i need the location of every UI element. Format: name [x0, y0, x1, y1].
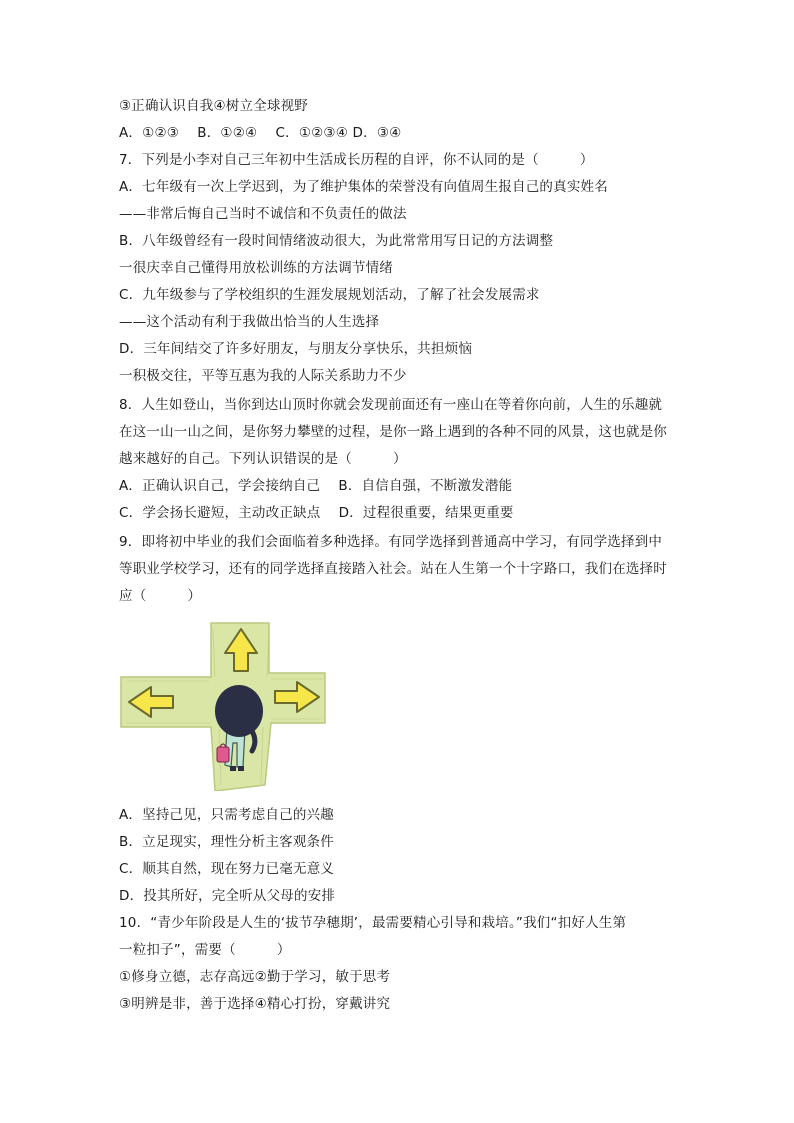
q10-stem-line-2: 一粒扣子”，需要（ ）: [119, 942, 291, 958]
q9-option-a: A．坚持己见，只需考虑自己的兴趣: [119, 807, 334, 823]
q9-option-b: B．立足现实，理性分析主客观条件: [119, 834, 334, 850]
student-right-shoe: [238, 766, 244, 771]
student-head-hair: [215, 685, 263, 737]
q7-option-c: C．九年级参与了学校组织的生涯发展规划活动，了解了社会发展需求: [119, 287, 540, 303]
q7-option-a-note: ——非常后悔自己当时不诚信和不负责任的做法: [119, 206, 407, 222]
q7-option-b: B．八年级曾经有一段时间情绪波动很大，为此常常用写日记的方法调整: [119, 233, 554, 249]
q8-options-ab: A．正确认识自己，学会接纳自己 B．自信自强，不断激发潜能: [119, 478, 513, 494]
q7-option-a: A．七年级有一次上学迟到，为了维护集体的荣誉没有向值周生报自己的真实姓名: [119, 179, 608, 195]
q6-options: A．①②③ B．①②④ C．①②③④ D．③④: [119, 125, 402, 141]
q7-option-d-note: 一积极交往，平等互惠为我的人际关系助力不少: [119, 368, 407, 384]
q7-stem: 7．下列是小李对自己三年初中生活成长历程的自评，你不认同的是（ ）: [119, 152, 594, 168]
q6-statements-tail: ③正确认识自我④树立全球视野: [119, 98, 309, 114]
q8-stem-line-2: 在这一山一山之间，是你努力攀壁的过程，是你一路上遇到的各种不同的风景，这也就是你: [119, 424, 667, 440]
q10-statements-1: ①修身立德，志存高远②勤于学习，敏于思考: [119, 969, 391, 985]
q7-option-b-note: 一很庆幸自己懂得用放松训练的方法调节情绪: [119, 260, 393, 276]
q8-stem-line-1: 8．人生如登山，当你到达山顶时你就会发现前面还有一座山在等着你向前，人生的乐趣就: [119, 397, 663, 413]
q9-option-d: D．投其所好，完全听从父母的安排: [119, 888, 336, 904]
q9-stem-line-2: 等职业学校学习，还有的同学选择直接踏入社会。站在人生第一个十字路口，我们在选择时: [119, 561, 667, 577]
schoolbag-icon: [217, 747, 229, 762]
q8-stem-line-3: 越来越好的自己。下列认识错误的是（ ）: [119, 451, 407, 467]
q7-option-c-note: ——这个活动有利于我做出恰当的人生选择: [119, 314, 380, 330]
student-left-shoe: [230, 766, 236, 771]
q10-stem-line-1: 10．“青少年阶段是人生的‘拔节孕穗期’，最需要精心引导和栽培。”我们“扣好人生第: [119, 915, 627, 931]
q10-statements-2: ③明辨是非，善于选择④精心打扮，穿戴讲究: [119, 996, 391, 1012]
q9-stem-line-1: 9．即将初中毕业的我们会面临着多种选择。有同学选择到普通高中学习，有同学选择到中: [119, 534, 663, 550]
q9-stem-line-3: 应（ ）: [119, 588, 202, 604]
q9-option-c: C．顺其自然，现在努力已毫无意义: [119, 861, 335, 877]
q7-option-d: D．三年间结交了许多好朋友，与朋友分享快乐，共担烦恼: [119, 341, 473, 357]
crossroads-illustration: [119, 615, 327, 791]
q8-options-cd: C．学会扬长避短，主动改正缺点 D．过程很重要，结果更重要: [119, 505, 514, 521]
